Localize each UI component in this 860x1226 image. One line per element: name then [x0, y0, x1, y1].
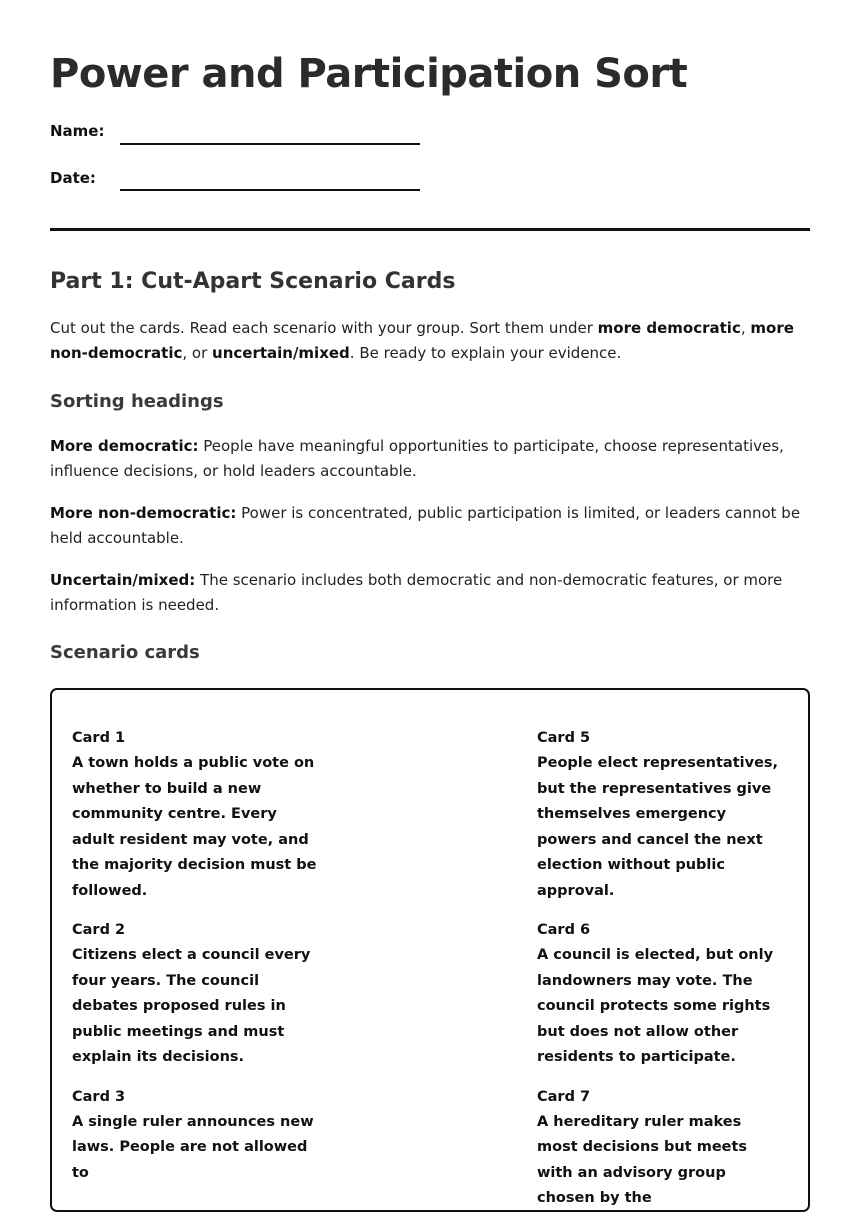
card-text: A single ruler announces new laws. People are not allowed to	[72, 1113, 314, 1181]
card-title: Card 1	[72, 730, 126, 746]
heading-text: People have meaningful opportunities to participate, choose representatives, influence decisions, or hold leaders accountable.	[50, 437, 784, 480]
instructions-emphasis: more democratic	[597, 319, 741, 337]
scenario-card	[72, 1085, 320, 1187]
instructions-text: Cut out the cards. Read each scenario with your group. Sort them under	[50, 319, 598, 337]
heading-label: More non-democratic:	[50, 504, 237, 522]
sorting-headings-title: Sorting headings	[50, 391, 224, 412]
name-label: Name:	[50, 122, 105, 140]
heading-text: The scenario includes both democratic and non-democratic features, or more information is needed.	[50, 571, 783, 614]
card-title: Card 7	[537, 1088, 591, 1105]
cards-right-column	[537, 726, 785, 1226]
date-label: Date:	[50, 169, 96, 187]
card-title: Card 3	[72, 1088, 126, 1105]
heading-label: More democratic:	[50, 437, 199, 455]
card-text: People elect representatives, but the representatives give themselves emergency powers and cancel the next election without public approval.	[537, 755, 779, 899]
card-text: A council is elected, but only landowners may vote. The council protects some rights but does not allow other residents to participate.	[537, 947, 774, 1065]
scenario-card	[72, 726, 320, 904]
card-title: Card 5	[537, 730, 591, 746]
card-title: Card 6	[537, 922, 591, 938]
page-title: Power and Participation Sort	[50, 51, 688, 97]
date-line[interactable]	[120, 189, 420, 191]
part1-title: Part 1: Cut-Apart Scenario Cards	[50, 269, 456, 294]
heading-text: Power is concentrated, public participation is limited, or leaders cannot be held accountable.	[50, 504, 801, 547]
card-title: Card 2	[72, 922, 126, 938]
heading-label: Uncertain/mixed:	[50, 571, 196, 589]
scenario-cards-title: Scenario cards	[50, 642, 200, 663]
scenario-card	[537, 1085, 785, 1212]
instructions-text: . Be ready to explain your evidence.	[349, 344, 622, 362]
card-text: Citizens elect a council every four years. The council debates proposed rules in public meetings and must explain its decisions.	[72, 947, 311, 1065]
instructions-emphasis: more non-democratic	[50, 319, 794, 362]
heading-more-democratic	[50, 434, 810, 484]
heading-more-non-democratic	[50, 501, 810, 551]
scenario-card	[72, 918, 320, 1071]
scenario-card	[537, 726, 785, 904]
card-text: A hereditary ruler makes most decisions but meets with an advisory group chosen by the	[537, 1113, 748, 1206]
section-divider	[50, 228, 810, 231]
name-line[interactable]	[120, 143, 420, 145]
heading-uncertain-mixed	[50, 568, 810, 618]
instructions	[50, 316, 810, 366]
instructions-text: , or	[182, 344, 213, 362]
scenario-card	[537, 918, 785, 1071]
instructions-emphasis: uncertain/mixed	[212, 344, 350, 362]
card-text: A town holds a public vote on whether to build a new community centre. Every adult resident may vote, and the majority decision must be followed.	[72, 755, 317, 899]
cards-left-column	[72, 726, 320, 1200]
instructions-text: ,	[740, 319, 751, 337]
